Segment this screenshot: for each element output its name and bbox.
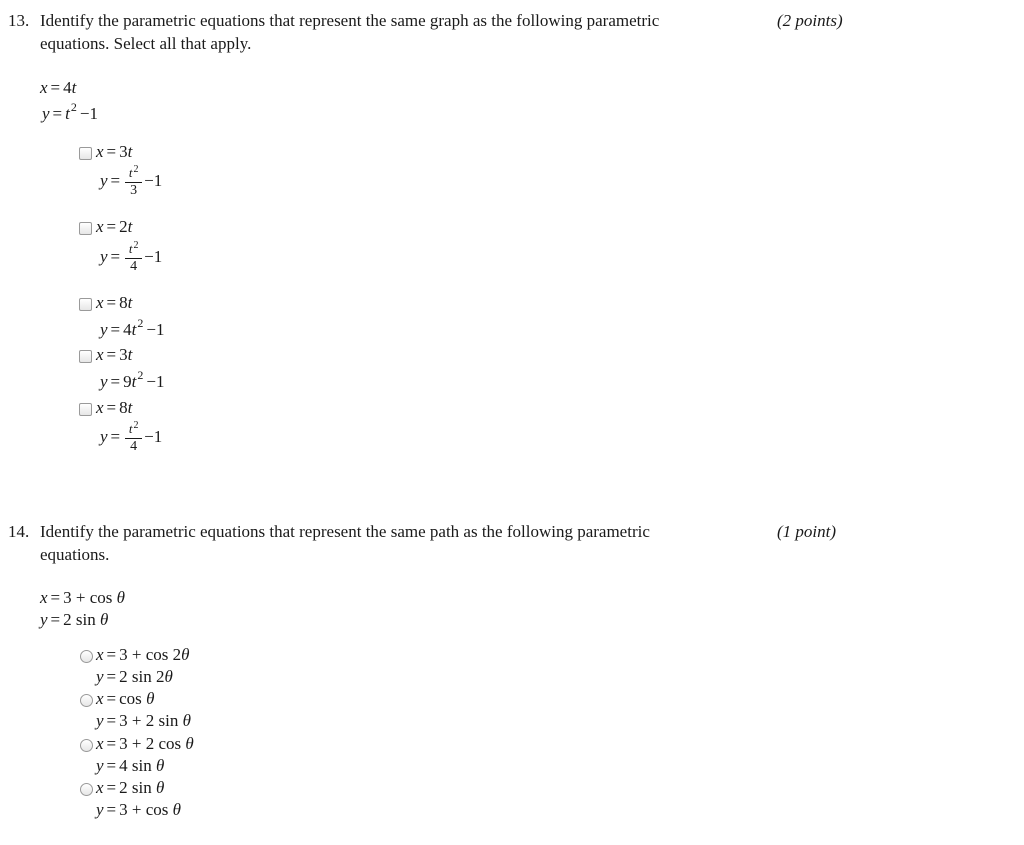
given-y-equation: y = 2 sin θ — [40, 610, 109, 629]
option-d-y-equation: $y = 9t^2 -1$ — [100, 368, 165, 391]
question-prompt-line1: Identify the parametric equations that represent the same path as the following parametric — [40, 522, 650, 541]
option-b-x-equation: x = 2t — [96, 217, 133, 236]
option-d-y-equation: y = 3 + cos θ — [96, 800, 181, 819]
question-prompt-line1: Identify the parametric equations that represent the same graph as the following parametric — [40, 11, 660, 30]
fraction: $\frac{t^2}{3}$ — [125, 166, 142, 198]
fraction: $\frac{t^2}{4}$ — [125, 422, 142, 454]
option-d-radio[interactable] — [80, 783, 93, 796]
option-c-y-equation: y = 4 sin θ — [96, 756, 165, 775]
given-x-equation: x = 3 + cos θ — [40, 588, 125, 607]
given-x-equation: x = 4t — [40, 78, 77, 97]
option-c-x-equation: x = 3 + 2 cos θ — [96, 734, 194, 753]
option-d-x-equation: x = 2 sin θ — [96, 778, 165, 797]
option-a-x-equation: x = 3t — [96, 142, 133, 161]
option-a-checkbox[interactable] — [79, 147, 92, 160]
option-e-checkbox[interactable] — [79, 403, 92, 416]
option-b-y-equation: y = 3 + 2 sin θ — [96, 711, 191, 730]
question-prompt-line2: equations. Select all that apply. — [40, 34, 252, 53]
option-d-x-equation: x = 3t — [96, 345, 133, 364]
question-number: 14. — [8, 522, 30, 541]
option-c-radio[interactable] — [80, 739, 93, 752]
option-d-checkbox[interactable] — [79, 350, 92, 363]
option-e-y-equation: y = $\frac{t^2}{4}$ −1 — [100, 420, 163, 454]
question-prompt-line2: equations. — [40, 545, 110, 564]
option-c-x-equation: x = 8t — [96, 293, 133, 312]
option-c-checkbox[interactable] — [79, 298, 92, 311]
option-a-x-equation: x = 3 + cos 2θ — [96, 645, 190, 664]
option-a-y-equation: y = $\frac{t^2}{3}$ −1 — [100, 164, 163, 198]
given-y-equation: $y = t^2 -1$ — [42, 100, 98, 123]
fraction: $\frac{t^2}{4}$ — [125, 242, 142, 274]
option-c-y-equation: $y = 4t^2 -1$ — [100, 316, 165, 339]
option-a-radio[interactable] — [80, 650, 93, 663]
question-points: (2 points) — [777, 11, 843, 30]
option-b-checkbox[interactable] — [79, 222, 92, 235]
option-b-y-equation: y = $\frac{t^2}{4}$ −1 — [100, 240, 163, 274]
option-a-y-equation: y = 2 sin 2θ — [96, 667, 173, 686]
question-number: 13. — [8, 11, 30, 30]
question-points: (1 point) — [777, 522, 837, 541]
option-b-x-equation: x = cos θ — [96, 689, 155, 708]
option-e-x-equation: x = 8t — [96, 398, 133, 417]
option-b-radio[interactable] — [80, 694, 93, 707]
